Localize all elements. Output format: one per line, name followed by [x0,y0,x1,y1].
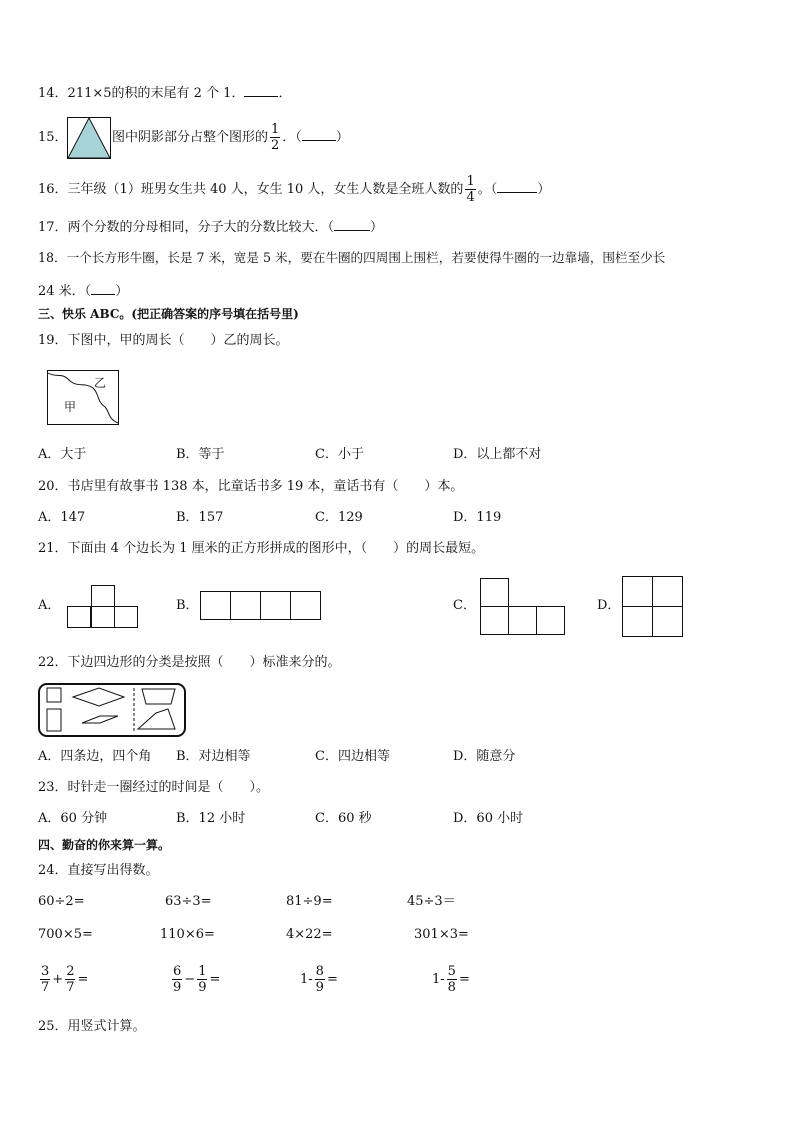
q20-option-c[interactable]: C．129 [315,510,363,525]
q15-number: 15． [38,130,68,145]
denominator: 9 [315,980,324,995]
q14-text: 14．211×5的积的末尾有 2 个 1． [38,86,245,101]
question-23: 23．时针走一圈经过的时间是（ ）。 [38,780,270,795]
question-22: 22．下边四边形的分类是按照（ ）标准来分的。 [38,655,341,670]
numerator: 1 [198,964,207,979]
perimeter-figure [47,370,119,425]
calc-item: 110×6= [160,927,215,942]
q15-text: 图中阴影部分占整个图形的 [112,130,269,145]
q23-option-d[interactable]: D．60 小时 [453,811,524,826]
numerator: 2 [66,964,75,979]
q21-shape-d [622,576,684,638]
numerator: 6 [173,964,182,979]
q16-close: ） [537,182,551,197]
q23-option-a[interactable]: A．60 分钟 [38,811,108,826]
question-14 [38,84,291,103]
calc-item: 81÷9= [286,894,333,909]
calc-item: 301×3= [414,927,469,942]
answer-blank[interactable] [244,84,278,97]
q22-option-b[interactable]: B．对边相等 [176,749,251,764]
q21-label-d[interactable]: D． [597,598,621,613]
numerator: 3 [41,964,50,979]
region-yi-label: 乙 [94,376,107,390]
equals: = [77,972,89,987]
quadrilateral-classification-figure [38,683,186,737]
q23-option-b[interactable]: B．12 小时 [176,811,246,826]
denominator: 4 [466,190,475,205]
fraction [270,122,280,153]
numerator: 1 [466,174,475,189]
calc-item: 63÷3= [165,894,212,909]
fraction [197,964,207,995]
q20-option-a[interactable]: A．147 [38,510,86,525]
q20-option-d[interactable]: D．119 [453,510,502,525]
fraction-calc-4 [432,963,470,997]
q19-option-d[interactable]: D．以上都不对 [453,447,542,462]
denominator: 7 [66,980,75,995]
numerator: 1 [271,122,280,137]
answer-blank[interactable] [91,282,115,295]
fraction [172,964,182,995]
answer-blank[interactable] [302,128,336,141]
fraction [65,964,75,995]
fraction-calc-3 [300,963,338,997]
q17-close: ） [370,220,384,235]
question-20: 20．书店里有故事书 138 本，比童话书多 19 本，童话书有（ ）本。 [38,479,464,494]
question-19: 19．下图中，甲的周长（ ）乙的周长。 [38,333,289,348]
answer-blank[interactable] [497,180,537,193]
denominator: 8 [447,980,456,995]
question-18-line2 [38,282,128,301]
q22-option-c[interactable]: C．四边相等 [315,749,390,764]
calc-item: 700×5= [38,927,93,942]
operator: + [52,972,64,987]
numerator: 5 [447,964,456,979]
calc-item: 4×22= [286,927,333,942]
equals: = [326,972,338,987]
question-24: 24．直接写出得数。 [38,863,159,878]
section-3-title: 三、快乐 ABC。(把正确答案的序号填在括号里) [38,307,299,321]
q21-label-b[interactable]: B． [176,598,199,613]
q18-line2-text: 24 米．（ [38,284,92,299]
q23-option-c[interactable]: C．60 秒 [315,811,372,826]
q15-end: ．（ [282,130,302,145]
question-21: 21．下面由 4 个边长为 1 厘米的正方形拼成的图形中，（ ）的周长最短。 [38,541,485,556]
denominator: 2 [271,138,280,153]
question-16 [38,174,550,206]
q19-option-b[interactable]: B．等于 [176,447,225,462]
q17-text: 17．两个分数的分母相同，分子大的分数比较大．（ [38,220,335,235]
question-18-line1: 18．一个长方形牛圈，长是 7 米，宽是 5 米，要在牛圈的四周围上围栏，若要使得牛圈的一边靠墙，围栏至少长 [38,250,666,265]
q21-shape-c [480,578,566,636]
q21-label-a[interactable]: A． [38,598,61,613]
q21-shape-b [200,591,322,621]
calc-item: 60÷2= [38,894,85,909]
q16-end: 。（ [477,182,498,197]
prefix: 1- [432,972,445,987]
section-4-title: 四、勤奋的你来算一算。 [38,838,171,852]
equals: = [209,972,221,987]
q22-option-d[interactable]: D．随意分 [453,749,516,764]
q22-option-a[interactable]: A．四条边，四个角 [38,749,152,764]
calc-item: 45÷3＝ [407,894,456,909]
denominator: 9 [173,980,182,995]
fraction-calc-1 [38,963,88,997]
question-25: 25．用竖式计算。 [38,1019,146,1034]
denominator: 9 [198,980,207,995]
q19-option-c[interactable]: C．小于 [315,447,364,462]
fraction [40,964,50,995]
q19-option-a[interactable]: A．大于 [38,447,87,462]
q20-option-b[interactable]: B．157 [176,510,224,525]
region-jia-label: 甲 [64,400,77,414]
fraction [447,964,457,995]
denominator: 7 [41,980,50,995]
numerator: 8 [315,964,324,979]
q21-shape-a [67,585,139,629]
q15-close: ） [335,130,349,145]
fraction [315,964,325,995]
fraction [465,174,475,205]
q18-close: ） [115,284,129,299]
prefix: 1- [300,972,313,987]
operator: − [184,972,196,987]
q14-end: ． [278,86,292,101]
question-15 [112,122,349,154]
fraction-calc-2 [170,963,220,997]
q16-text: 16．三年级（1）班男女生共 40 人，女生 10 人，女生人数是全班人数的 [38,182,464,197]
q21-label-c[interactable]: C． [453,598,476,613]
question-17 [38,218,383,237]
shaded-triangle-figure [67,117,111,159]
answer-blank[interactable] [334,218,370,231]
equals: = [458,972,470,987]
